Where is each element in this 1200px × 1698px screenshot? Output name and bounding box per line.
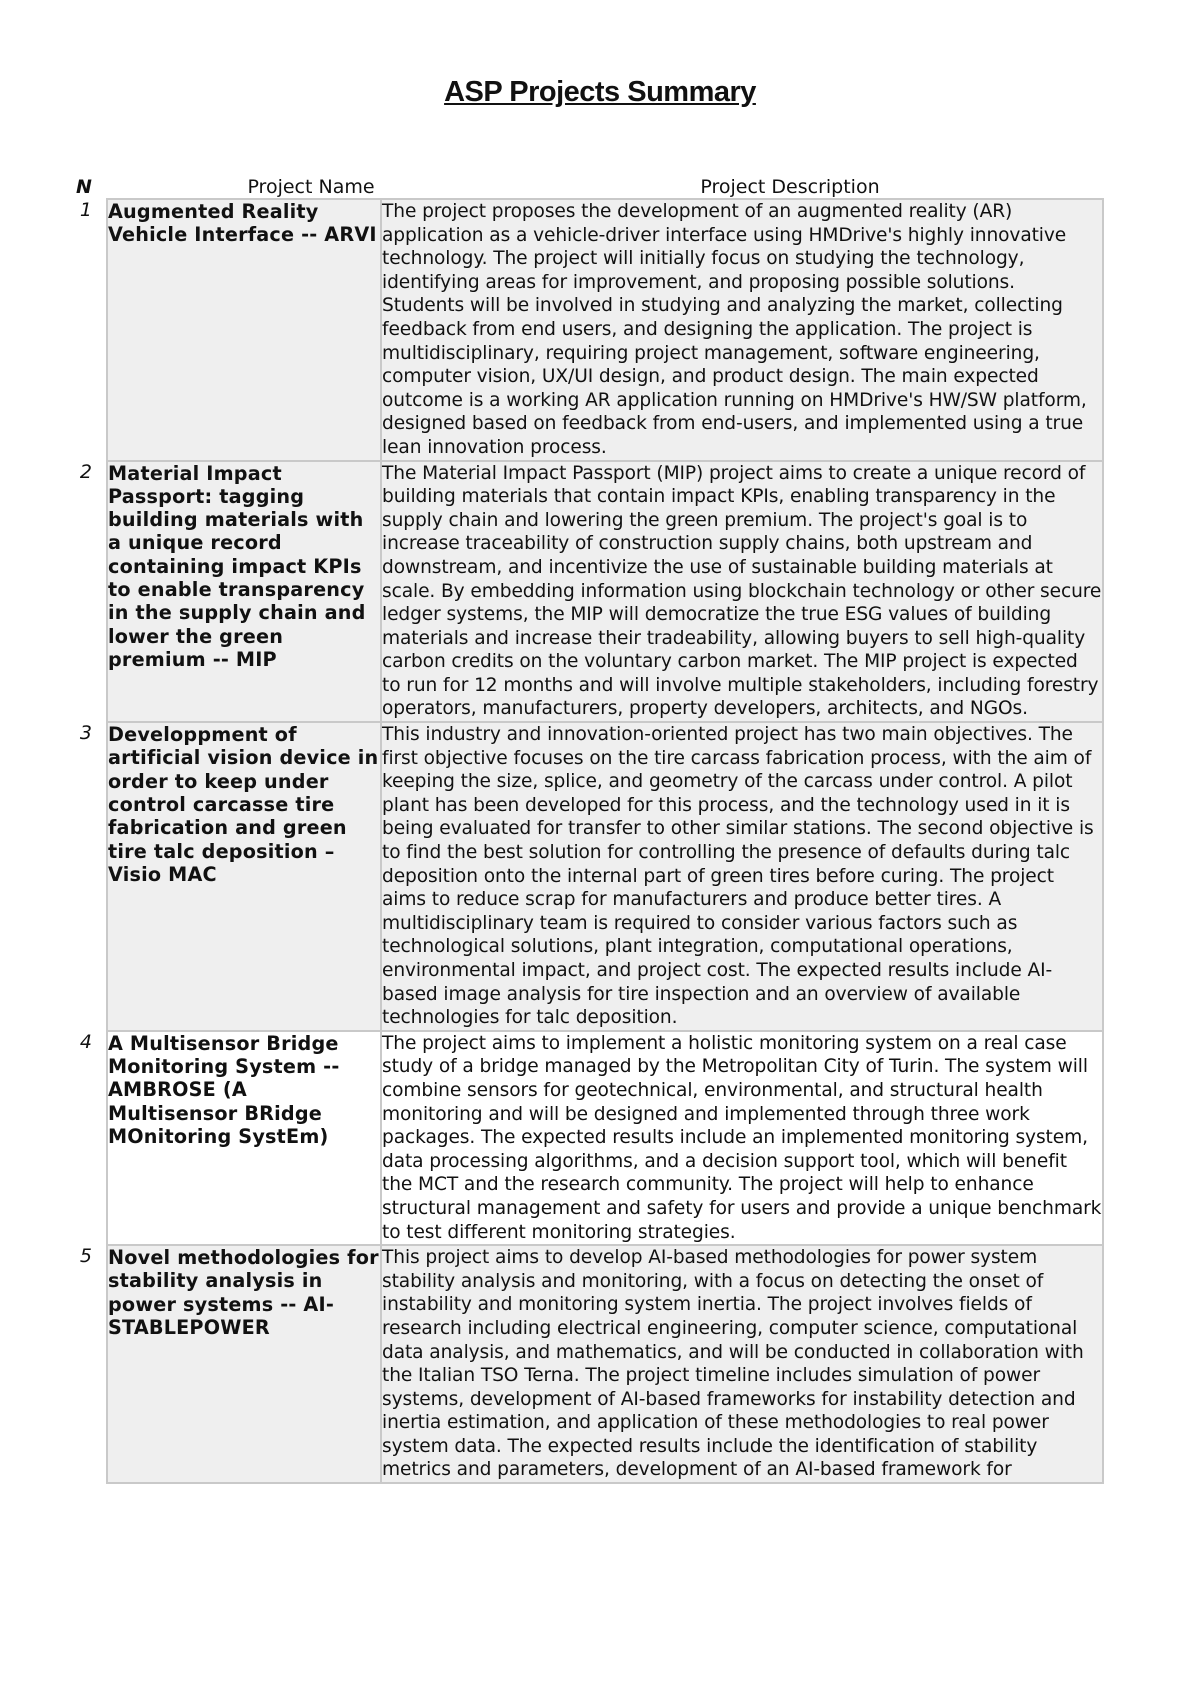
header-n: N [76,176,92,198]
row-number-text: 1 [79,199,92,221]
row-number [60,1245,107,1483]
project-name: A Multisensor Bridge Monitoring System -- AMBROSE (A Multisensor BRidge MOnitoring SystEm) [107,1031,381,1245]
row-number [60,461,107,723]
row-number [60,722,107,1031]
document-title: ASP Projects Summary [444,76,756,108]
row-number-text: 3 [79,722,92,745]
project-description: The Material Impact Passport (MIP) project aims to create a unique record of building materials that contain impact KPIs, enabling transparency in the supply chain and lowering the green premium. The project's goal is to increase traceability of construction supply chains, both upstream and downstream, and incentivize the use of sustainable building materials at scale. By embedding information using blockchain technology or other secure ledger systems, the MIP will democratize the true ESG values of building materials and increase their tradeability, allowing buyers to sell high-quality carbon credits on the voluntary carbon market. The MIP project is expected to run for 12 months and will involve multiple stakeholders, including forestry operators, manufacturers, property developers, architects, and NGOs. [381,461,1103,723]
row-number-text: 2 [79,460,92,483]
project-name: Developpment of artificial vision device in order to keep under control carcasse tire fabrication and green tire talc deposition – Visio MAC [107,722,381,1031]
header-project-name: Project Name [247,176,375,198]
project-description: This project aims to develop AI-based methodologies for power system stability analysis and monitoring, with a focus on detecting the onset of instability and monitoring system inertia. The project involves fields of research including electrical engineering, computer science, computational data analysis, and mathematics, and will be conducted in collaboration with the Italian TSO Terna. The project timeline includes simulation of power systems, development of AI-based frameworks for instability detection and inertia estimation, and application of these methodologies to real power system data. The expected results include the identification of stability metrics and parameters, development of an AI-based framework for [381,1245,1103,1483]
row-number [60,1031,107,1245]
project-description: The project proposes the development of an augmented reality (AR) application as a vehicle-driver interface using HMDrive's highly innovative technology. The project will initially focus on studying the technology, identifying areas for improvement, and proposing possible solutions. Students will be involved in studying and analyzing the market, collecting feedback from end users, and designing the application. The project is multidisciplinary, requiring project management, software engineering, computer vision, UX/UI design, and product design. The main expected outcome is a working AR application running on HMDrive's HW/SW platform, designed based on feedback from end-users, and implemented using a true lean innovation process. [381,199,1103,461]
table-row [60,199,1103,461]
project-description: This industry and innovation-oriented project has two main objectives. The first objective focuses on the tire carcass fabrication process, with the aim of keeping the size, splice, and geometry of the carcass under control. A pilot plant has been developed for this process, and the technology used in it is being evaluated for transfer to other similar stations. The second objective is to find the best solution for controlling the presence of defaults during talc deposition onto the internal part of green tires before curing. The project aims to reduce scrap for manufacturers and produce better tires. A multidisciplinary team is required to consider various factors such as technological solutions, plant integration, computational operations, environmental impact, and project cost. The expected results include AI-based image analysis for tire inspection and an overview of available technologies for talc deposition. [381,722,1103,1031]
project-name: Augmented Reality Vehicle Interface -- ARVI [107,199,381,461]
row-number-text: 4 [79,1030,92,1053]
row-number-text: 5 [79,1245,92,1268]
row-number [60,199,107,461]
projects-table [60,198,1104,1484]
project-name: Material Impact Passport: tagging building materials with a unique record containing impact KPIs to enable transparency in the supply chain and lower the green premium -- MIP [107,461,381,723]
project-name: Novel methodologies for stability analysis in power systems -- AI-STABLEPOWER [107,1245,381,1483]
project-description: The project aims to implement a holistic monitoring system on a real case study of a bridge managed by the Metropolitan City of Turin. The system will combine sensors for geotechnical, environmental, and structural health monitoring and will be designed and implemented through three work packages. The expected results include an implemented monitoring system, data processing algorithms, and a decision support tool, which will benefit the MCT and the research community. The project will help to enhance structural management and safety for users and provide a unique benchmark to test different monitoring strategies. [381,1031,1103,1245]
header-project-description: Project Description [700,176,880,198]
table-row [60,722,1103,1031]
table-row [60,1031,1103,1245]
table-row [60,461,1103,723]
table-row [60,1245,1103,1483]
table-header [60,176,1124,198]
